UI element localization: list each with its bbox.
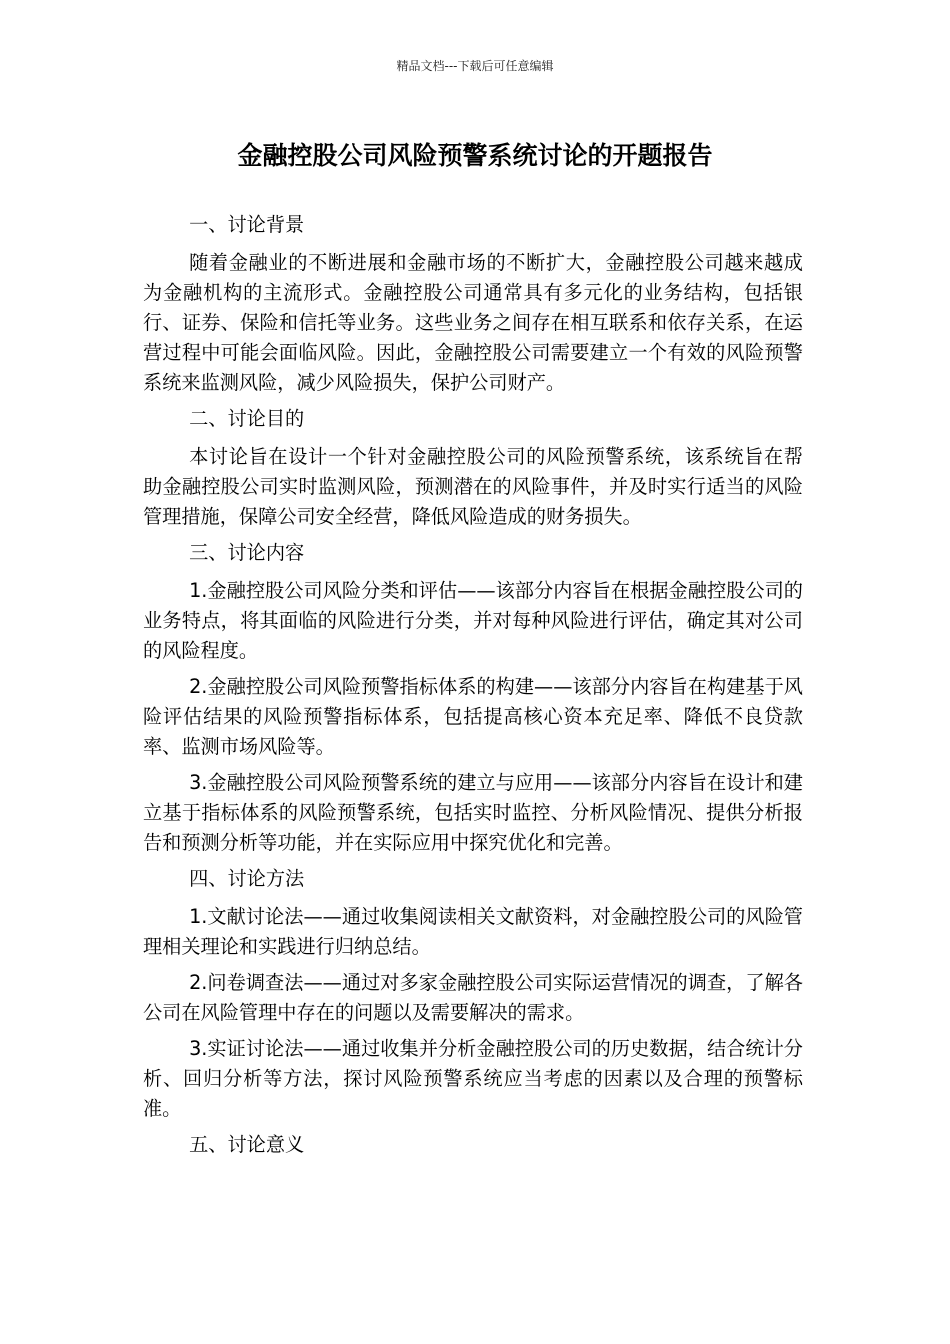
body-paragraph: 3.金融控股公司风险预警系统的建立与应用——该部分内容旨在设计和建立基于指标体系的风险预警系统，包括实时监控、分析风险情况、提供分析报告和预测分析等功能，并在实际应用中探究优化和完善。 — [143, 771, 803, 854]
body-paragraph: 1.金融控股公司风险分类和评估——该部分内容旨在根据金融控股公司的业务特点，将其面临的风险进行分类，并对每种风险进行评估，确定其对公司的风险程度。 — [143, 579, 803, 662]
section-heading: 五、讨论意义 — [189, 1133, 305, 1156]
header-note: 精品文档---下载后可任意编辑 — [396, 59, 554, 73]
body-paragraph: 随着金融业的不断进展和金融市场的不断扩大，金融控股公司越来越成为金融机构的主流形式。金融控股公司通常具有多元化的业务结构，包括银行、证券、保险和信托等业务。这些业务之间存在相互联系和依存关系，在运营过程中可能会面临风险。因此，金融控股公司需要建立一个有效的风险预警系统来监测风险，减少风险损失，保护公司财产。 — [143, 251, 803, 394]
body-paragraph: 2.金融控股公司风险预警指标体系的构建——该部分内容旨在构建基于风险评估结果的风险预警指标体系，包括提高核心资本充足率、降低不良贷款率、监测市场风险等。 — [143, 675, 803, 758]
body-paragraph: 2.问卷调查法——通过对多家金融控股公司实际运营情况的调查，了解各公司在风险管理中存在的问题以及需要解决的需求。 — [143, 971, 803, 1024]
body-paragraph: 3.实证讨论法——通过收集并分析金融控股公司的历史数据，结合统计分析、回归分析等方法，探讨风险预警系统应当考虑的因素以及合理的预警标准。 — [143, 1037, 803, 1120]
section-heading: 一、讨论背景 — [189, 213, 305, 236]
document-title: 金融控股公司风险预警系统讨论的开题报告 — [237, 141, 713, 170]
body-paragraph: 1.文献讨论法——通过收集阅读相关文献资料，对金融控股公司的风险管理相关理论和实践进行归纳总结。 — [143, 905, 803, 958]
body-paragraph: 本讨论旨在设计一个针对金融控股公司的风险预警系统，该系统旨在帮助金融控股公司实时监测风险，预测潜在的风险事件，并及时实行适当的风险管理措施，保障公司安全经营，降低风险造成的财务损失。 — [143, 445, 803, 528]
section-heading: 二、讨论目的 — [189, 407, 305, 430]
document-body — [143, 210, 803, 1168]
section-heading: 四、讨论方法 — [189, 867, 305, 890]
section-heading: 三、讨论内容 — [189, 541, 305, 564]
